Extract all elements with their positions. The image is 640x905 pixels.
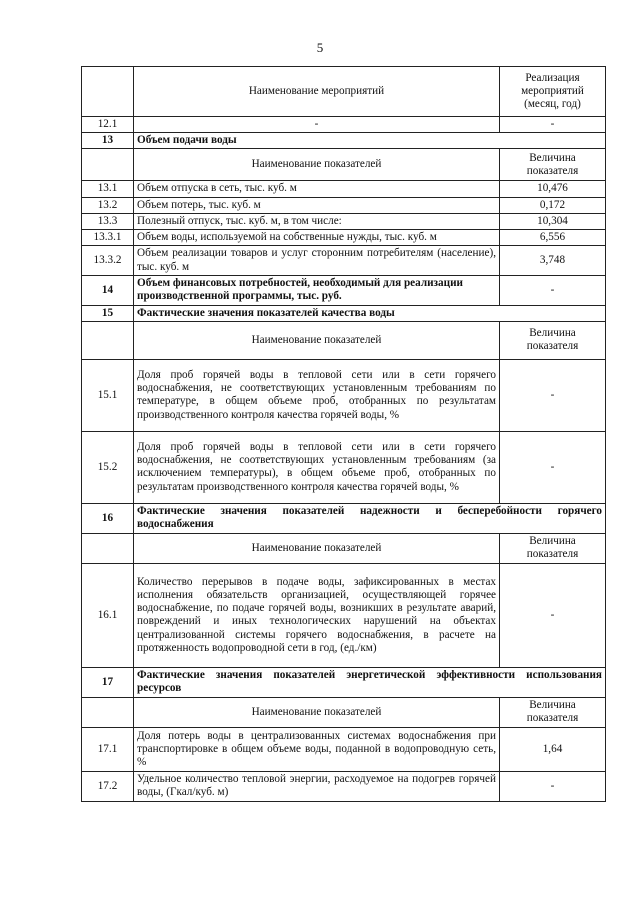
table-row xyxy=(82,359,606,431)
subheader-empty-cell xyxy=(82,149,134,181)
subheader-row xyxy=(82,321,606,359)
row-name: Полезный отпуск, тыс. куб. м, в том числе: xyxy=(134,213,500,229)
table-header-row xyxy=(82,67,606,117)
table-row xyxy=(82,213,606,229)
row-name: Объем реализации товаров и услуг сторонним потребителям (население), тыс. куб. м xyxy=(134,246,500,275)
row-value: 1,64 xyxy=(500,727,606,771)
subheader-value: Величина показателя xyxy=(500,697,606,727)
table-row xyxy=(82,246,606,275)
row-value: 10,304 xyxy=(500,213,606,229)
row-number: 13.2 xyxy=(82,197,134,213)
row-value: 10,476 xyxy=(500,181,606,197)
row-name: Количество перерывов в подаче воды, зафиксированных в местах исполнения обязательств организацией, осуществляющей горячее водоснабжение, по подаче горячей воды, возникших в результате аварий, повреждений и иных технологических нарушений на объектах централизованной системы горячего водоснабжения, в расчете на протяженность водопроводной сети в год, (ед./км) xyxy=(134,563,500,667)
table-row xyxy=(82,727,606,771)
row-value: 0,172 xyxy=(500,197,606,213)
section-row xyxy=(82,275,606,305)
row-name: Доля проб горячей воды в тепловой сети или в сети горячего водоснабжения, не соответствующих установленным требованиям (за исключением температуры), в общем объеме проб, отобранных по результатам производственного контроля качества горячей воды, % xyxy=(134,431,500,503)
measures-table xyxy=(81,66,606,802)
row-number: 16.1 xyxy=(82,563,134,667)
row-value: 6,556 xyxy=(500,230,606,246)
row-name: Доля проб горячей воды в тепловой сети или в сети горячего водоснабжения, не соответствующих установленным требованиям по температуре, в общем объеме проб, отобранных по результатам производственного контроля качества горячей воды, % xyxy=(134,359,500,431)
header-realization-cell: Реализация мероприятий (месяц, год) xyxy=(500,67,606,117)
subheader-empty-cell xyxy=(82,697,134,727)
row-value: - xyxy=(500,431,606,503)
row-value: - xyxy=(500,117,606,133)
page-number: 5 xyxy=(316,40,324,55)
subheader-value: Величина показателя xyxy=(500,149,606,181)
subheader-name: Наименование показателей xyxy=(134,149,500,181)
table-row xyxy=(82,117,606,133)
row-value: - xyxy=(500,563,606,667)
section-row xyxy=(82,503,606,533)
row-name: Объем потерь, тыс. куб. м xyxy=(134,197,500,213)
row-name: - xyxy=(134,117,500,133)
subheader-name: Наименование показателей xyxy=(134,533,500,563)
section-title: Объем финансовых потребностей, необходимый для реализации производственной программы, тыс. руб. xyxy=(134,275,500,305)
table-row xyxy=(82,197,606,213)
row-value: 3,748 xyxy=(500,246,606,275)
subheader-row xyxy=(82,533,606,563)
row-number: 17.2 xyxy=(82,771,134,801)
row-name: Удельное количество тепловой энергии, расходуемое на подогрев горячей воды, (Гкал/куб. м) xyxy=(134,771,500,801)
section-row xyxy=(82,667,606,697)
section-number: 16 xyxy=(82,503,134,533)
table-row xyxy=(82,431,606,503)
table-row xyxy=(82,771,606,801)
section-number: 13 xyxy=(82,133,134,149)
row-number: 15.1 xyxy=(82,359,134,431)
section-number: 17 xyxy=(82,667,134,697)
row-value: - xyxy=(500,771,606,801)
row-name: Доля потерь воды в централизованных системах водоснабжения при транспортировке в общем объеме воды, поданной в водопроводную сеть, % xyxy=(134,727,500,771)
row-number: 17.1 xyxy=(82,727,134,771)
row-number: 12.1 xyxy=(82,117,134,133)
subheader-value: Величина показателя xyxy=(500,321,606,359)
subheader-value: Величина показателя xyxy=(500,533,606,563)
subheader-row xyxy=(82,697,606,727)
section-title: Фактические значения показателей качества воды xyxy=(134,305,606,321)
header-name-cell: Наименование мероприятий xyxy=(134,67,500,117)
section-row xyxy=(82,305,606,321)
section-number: 14 xyxy=(82,275,134,305)
section-title: Фактические значения показателей энергетической эффективности использования ресурсов xyxy=(134,667,606,697)
section-title: Фактические значения показателей надежности и бесперебойности горячего водоснабжения xyxy=(134,503,606,533)
section-row xyxy=(82,133,606,149)
row-name: Объем воды, используемой на собственные нужды, тыс. куб. м xyxy=(134,230,500,246)
subheader-empty-cell xyxy=(82,321,134,359)
table-row xyxy=(82,181,606,197)
subheader-empty-cell xyxy=(82,533,134,563)
row-number: 13.3.1 xyxy=(82,230,134,246)
subheader-row xyxy=(82,149,606,181)
section-title: Объем подачи воды xyxy=(134,133,606,149)
subheader-name: Наименование показателей xyxy=(134,321,500,359)
section-number: 15 xyxy=(82,305,134,321)
table-row xyxy=(82,563,606,667)
row-number: 15.2 xyxy=(82,431,134,503)
row-number: 13.3 xyxy=(82,213,134,229)
row-value: - xyxy=(500,359,606,431)
section-value: - xyxy=(500,275,606,305)
row-number: 13.1 xyxy=(82,181,134,197)
row-name: Объем отпуска в сеть, тыс. куб. м xyxy=(134,181,500,197)
table-row xyxy=(82,230,606,246)
subheader-name: Наименование показателей xyxy=(134,697,500,727)
header-empty-cell xyxy=(82,67,134,117)
row-number: 13.3.2 xyxy=(82,246,134,275)
